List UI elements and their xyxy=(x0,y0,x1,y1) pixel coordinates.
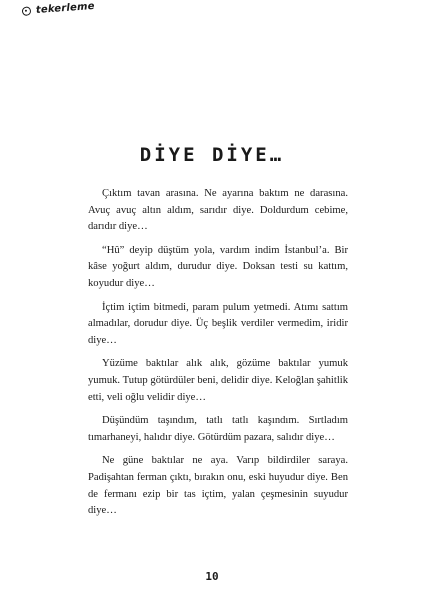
paragraph-2: “Hû” deyip düştüm yola, vardım indim İstanbul’a. Bir kâse yoğurt aldım, durudur diye. Doksan testi su kattım, koyudur diye… xyxy=(88,244,348,289)
poem-body xyxy=(88,186,348,527)
page-number: 10 xyxy=(205,570,219,583)
paragraph-5: Düşündüm taşındım, tatlı tatlı kaşındım. Sırtladım tımarhaneyi, halıdır diye. Götürdüm pazara, salıdır diye… xyxy=(88,415,348,443)
publisher-logo-text: tekerleme xyxy=(35,0,96,17)
chapter-title: DİYE DİYE… xyxy=(139,144,285,166)
copyright-circle-icon xyxy=(22,6,32,16)
paragraph-1: Çıktım tavan arasına. Ne ayarına baktım ne darasına. Avuç avuç altın aldım, sarıdır diye. Doldurdum cebime, darıdır diye… xyxy=(88,188,348,233)
paragraph-3: İçtim içtim bitmedi, param pulum yetmedi. Atımı sattım almadılar, dorudur diye. Üç beşlik verdiler vermedim, iridir diye… xyxy=(88,301,348,346)
publisher-logo xyxy=(22,1,95,17)
paragraph-4: Yüzüme baktılar alık alık, gözüme baktılar yumuk yumuk. Tutup götürdüler beni, delidir diye. Keloğlan şahitlik etti, veli oğlu velidir diye… xyxy=(88,358,348,403)
paragraph-6: Ne güne baktılar ne aya. Varıp bildirdiler saraya. Padişahtan ferman çıktı, bırakın onu, eski huyudur diye. Ben de fermanı ezip bir tas içtim, yalan çeşmesinin suyudur diye… xyxy=(88,455,348,517)
